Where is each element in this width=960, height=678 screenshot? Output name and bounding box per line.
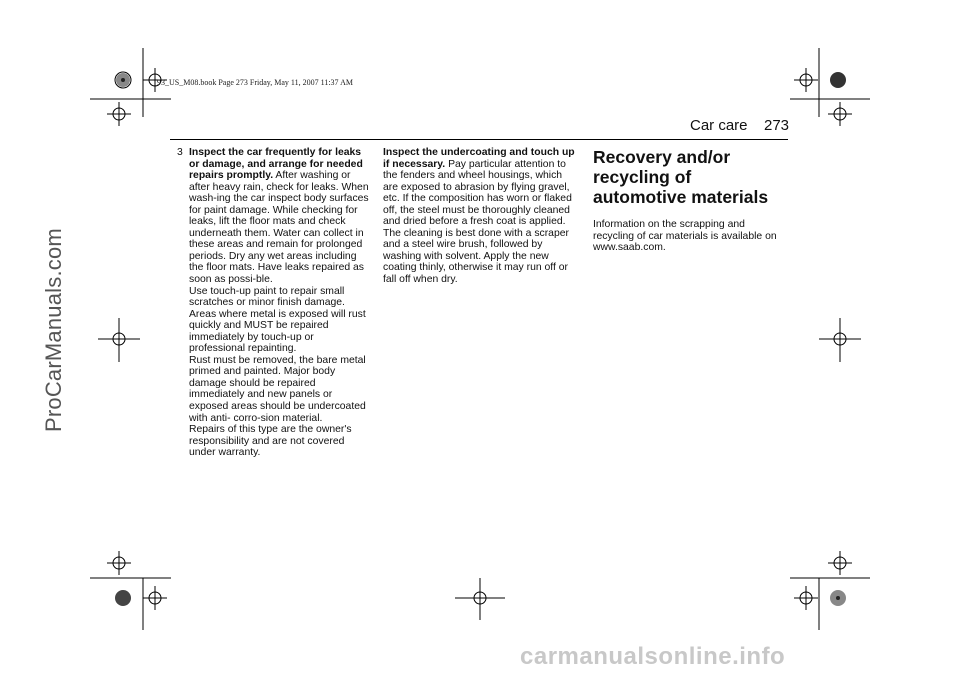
column-2 bbox=[383, 147, 578, 286]
print-info: 93_US_M08.book Page 273 Friday, May 11, 2007 11:37 AM bbox=[157, 78, 353, 87]
recycling-paragraph: Information on the scrapping and recycling of car materials is available on www.saab.com. bbox=[593, 219, 777, 254]
step-paragraph bbox=[189, 147, 372, 286]
undercoating-paragraph bbox=[383, 147, 578, 286]
page-number: 273 bbox=[764, 117, 790, 134]
header-rule bbox=[170, 139, 788, 140]
paragraph-repairs: Repairs of this type are the owner's responsibility and are not covered under warranty. bbox=[189, 424, 352, 459]
side-watermark-text: ProCarManuals.com bbox=[41, 228, 66, 432]
section-heading: Recovery and/or recycling of automotive materials bbox=[593, 147, 769, 207]
undercoating-bold-lead: Inspect the undercoating and touch up if necessary. bbox=[383, 147, 575, 170]
paragraph-rust: Rust must be removed, the bare metal primed and painted. Major body damage should be repaired immediately and new panels or exposed areas should be undercoated with anti- corro-sion material. bbox=[189, 354, 366, 424]
step-bold-lead: Inspect the car frequently for leaks or damage, and arrange for needed repairs promptly. bbox=[189, 147, 363, 182]
step-number: 3 bbox=[177, 147, 183, 158]
running-header-section: Car care bbox=[690, 117, 748, 134]
column-3 bbox=[593, 147, 788, 254]
step-body: After washing or after heavy rain, check for leaks. When wash-ing the car inspect body surfaces for paint damage. While checking for leaks, lift the floor mats and check underneath them. Water can collect in these areas and remain for prolonged periods. Dry any wet areas including the floor mats. Have leaks repaired as soon as possi-ble. bbox=[189, 170, 369, 286]
undercoating-body: Pay particular attention to the fenders and wheel housings, which are exposed to abrasion by flying gravel, etc. If the composition has worn or flaked off, the steel must be thoroughly cleaned and dried before a fresh coat is applied. The cleaning is best done with a scraper and a steel wire brush, followed by washing with solvent. Apply the new coating thinly, otherwise it may run off or fall off when dry. bbox=[383, 158, 572, 286]
column-1 bbox=[177, 147, 372, 459]
paragraph-touch-up: Use touch-up paint to repair small scratches or minor finish damage. Areas where metal is exposed will rust quickly and MUST be repaired immediately by touch-up or professional repainting. bbox=[189, 285, 366, 355]
bottom-watermark: carmanualsonline.info bbox=[520, 643, 786, 670]
